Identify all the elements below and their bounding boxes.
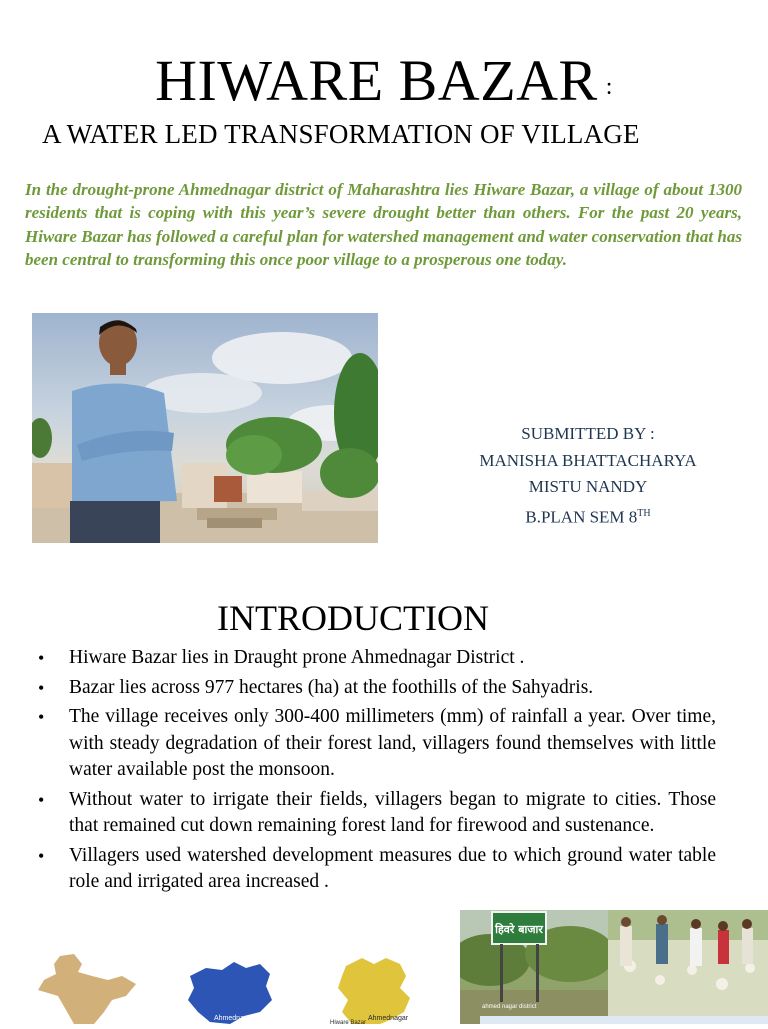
- india-map-shape: [38, 954, 136, 1024]
- submitted-by-label: SUBMITTED BY :: [521, 424, 655, 443]
- bullet-icon: •: [38, 648, 45, 668]
- list-item-text: Bazar lies across 977 hectares (ha) at the foothills of the Sahyadris.: [69, 676, 594, 698]
- village-leader-photo: [32, 313, 378, 543]
- introduction-bullet-list: [36, 645, 716, 899]
- list-item: [36, 843, 716, 896]
- map-label-ahmednagar-2: Ahmednagar: [368, 1015, 409, 1022]
- title-colon: :: [605, 74, 613, 100]
- introduction-heading: INTRODUCTION: [217, 598, 489, 638]
- bullet-icon: •: [38, 789, 45, 810]
- list-item-text: Villagers used watershed development measures due to which ground water table role and irrigated area increased .: [69, 844, 716, 892]
- page-subtitle: A WATER LED TRANSFORMATION OF VILLAGE: [42, 119, 640, 149]
- location-maps-illustration: [30, 950, 454, 1024]
- course-text: B.PLAN SEM 8: [525, 507, 638, 527]
- list-item-text: Hiware Bazar lies in Draught prone Ahmednagar District .: [69, 647, 525, 668]
- list-item: [36, 645, 716, 672]
- list-item: [36, 704, 716, 784]
- course-line: [440, 501, 736, 531]
- list-item: [36, 675, 716, 702]
- bullet-icon: •: [38, 707, 45, 727]
- bullet-icon: •: [38, 845, 45, 866]
- location-maps: [30, 950, 454, 1024]
- list-item-text: The village receives only 300-400 millimeters (mm) of rainfall a year. Over time, with steady degradation of their forest land, villagers found themselves with little water available post the monsoon.: [69, 706, 716, 780]
- credits-block: [440, 421, 736, 531]
- map-label-hiware-bazar: Hiware Bazar: [330, 1020, 367, 1024]
- page-title: [0, 46, 768, 122]
- map-label-ahmednagar-1: Ahmednagar: [214, 1015, 255, 1022]
- village-farm-illustration: [460, 910, 768, 1024]
- list-item-text: Without water to irrigate their fields, villagers began to migrate to cities. Those that remained cut down remaining forest land for firewood and sustenance.: [69, 788, 716, 836]
- village-leader-illustration: [32, 313, 378, 543]
- bullet-icon: •: [38, 677, 45, 698]
- sign-text: हिवरे बाजार: [495, 923, 543, 936]
- title-text: HIWARE BAZAR: [155, 48, 598, 113]
- photo-caption: ahmed nagar district: [482, 1004, 537, 1010]
- course-superscript: TH: [637, 507, 651, 519]
- abstract-paragraph: In the drought-prone Ahmednagar district of Maharashtra lies Hiware Bazar, a village of about 1300 residents that is coping with this year’s severe drought better than others. For the past 20 years, Hiware Bazar has followed a careful plan for watershed management and water conservation that has been central to transforming this once poor village to a prosperous one today.: [25, 180, 742, 270]
- author-name-1: MANISHA BHATTACHARYA: [479, 450, 697, 470]
- author-name-2: MISTU NANDY: [528, 477, 648, 496]
- village-farm-photo: [460, 910, 768, 1024]
- list-item: [36, 787, 716, 840]
